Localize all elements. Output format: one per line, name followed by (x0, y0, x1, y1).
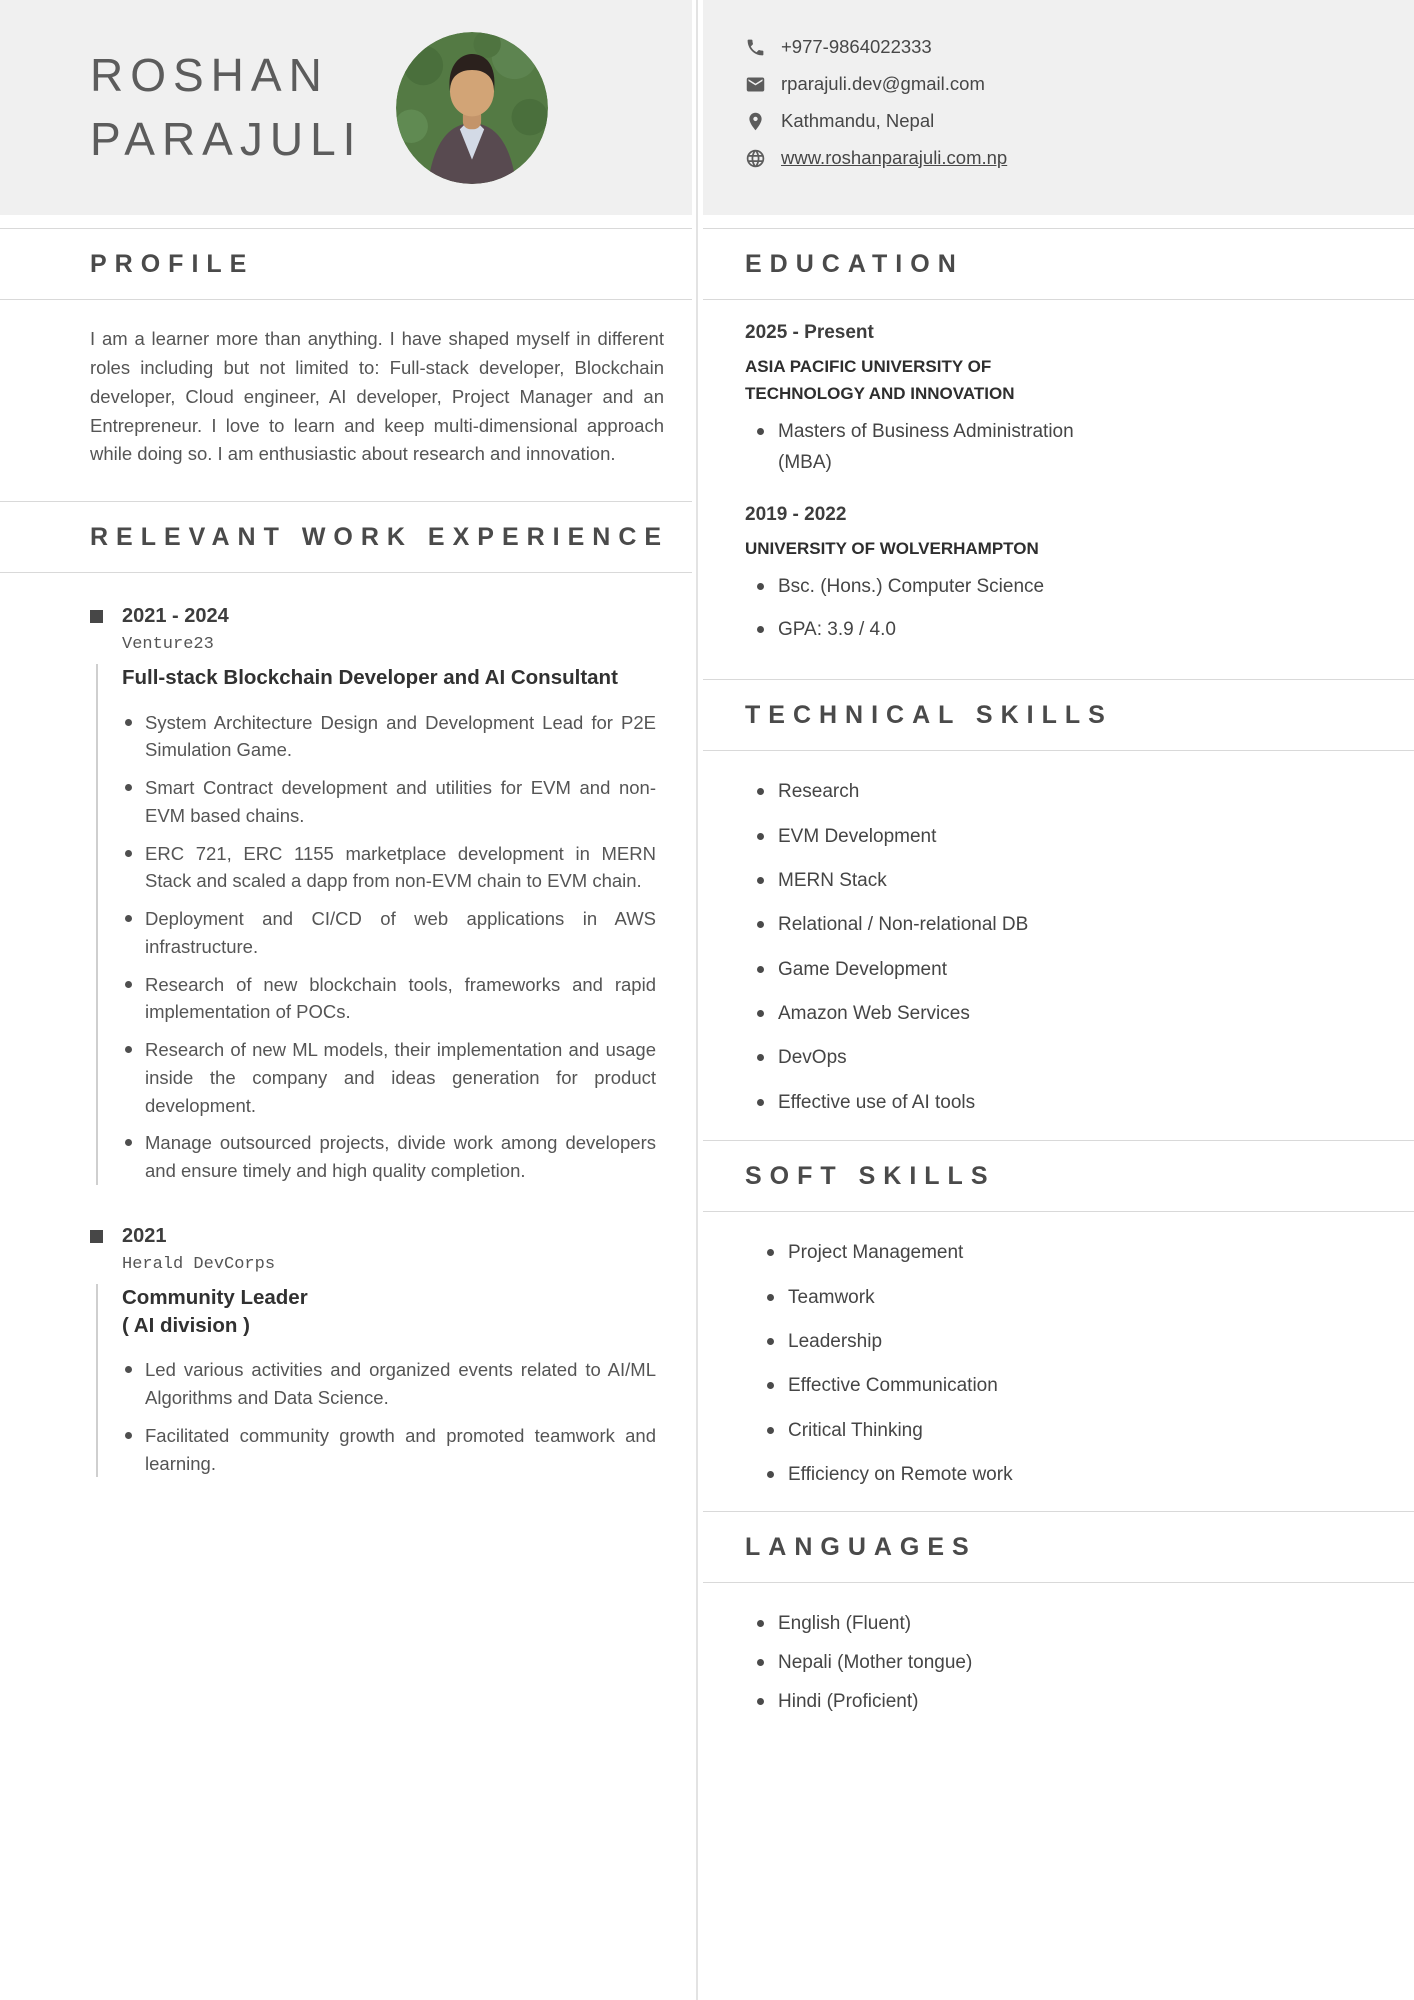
experience-section-head (0, 501, 692, 573)
education-period: 2025 - Present (745, 322, 874, 343)
location-icon (745, 111, 766, 132)
education-degree-list (757, 572, 1077, 645)
soft-skill-item: Effective Communication (767, 1371, 1167, 1401)
education-school: UNIVERSITY OF WOLVERHAMPTON (745, 539, 1039, 559)
job-entry-1 (90, 605, 656, 1185)
job-period: 2021 (122, 1224, 167, 1247)
job-bullet: ERC 721, ERC 1155 marketplace development in MERN Stack and scaled a dapp from non-EVM chain to EVM chain. (122, 840, 656, 896)
education-section-head (703, 228, 1414, 300)
contact-email-text: rparajuli.dev@gmail.com (781, 73, 985, 94)
phone-icon (745, 37, 766, 58)
soft-skills-heading: SOFT SKILLS (745, 1162, 996, 1191)
contact-location (745, 110, 1414, 132)
job-bullet: System Architecture Design and Development Lead for P2E Simulation Game. (122, 709, 656, 765)
avatar (396, 32, 548, 184)
language-item: Nepali (Mother tongue) (757, 1648, 1157, 1678)
experience-heading: RELEVANT WORK EXPERIENCE (90, 523, 670, 552)
soft-skill-item: Efficiency on Remote work (767, 1460, 1167, 1490)
job-bullet: Manage outsourced projects, divide work among developers and ensure timely and high quality completion. (122, 1129, 656, 1185)
language-item: English (Fluent) (757, 1609, 1157, 1639)
education-degree: GPA: 3.9 / 4.0 (757, 615, 1077, 645)
education-entry-2 (745, 504, 1344, 645)
technical-skill-item: Relational / Non-relational DB (757, 910, 1157, 940)
job-bullet-list (122, 1356, 656, 1477)
technical-skill-item: Game Development (757, 955, 1157, 985)
contact-phone-text: +977-9864022333 (781, 36, 932, 57)
job-bullet: Smart Contract development and utilities for EVM and non-EVM based chains. (122, 774, 656, 830)
job-bullet: Facilitated community growth and promoted teamwork and learning. (122, 1422, 656, 1478)
contact-phone (745, 36, 1414, 58)
job-bullet: Research of new blockchain tools, frameworks and rapid implementation of POCs. (122, 971, 656, 1027)
website-link[interactable]: www.roshanparajuli.com.np (781, 147, 1008, 168)
education-degree-list (757, 417, 1077, 478)
soft-skills-content (703, 1238, 1414, 1490)
education-heading: EDUCATION (745, 250, 964, 278)
education-entry-1 (745, 322, 1344, 478)
left-column (0, 0, 692, 1727)
contact-website (745, 147, 1414, 169)
technical-skill-item: Research (757, 777, 1157, 807)
job-company: Venture23 (122, 635, 214, 655)
technical-skills-list (757, 777, 1157, 1118)
job-bullet-list (122, 709, 656, 1185)
education-period: 2019 - 2022 (745, 504, 847, 526)
profile-section-head (0, 228, 692, 300)
first-name: ROSHAN (90, 49, 329, 102)
job-company: Herald DevCorps (122, 1254, 276, 1274)
soft-skills-section-head (703, 1140, 1414, 1212)
soft-skill-item: Teamwork (767, 1283, 1167, 1313)
job-title: Full-stack Blockchain Developer and AI Consultant (122, 666, 618, 690)
job-title-line-2: ( AI division ) (122, 1314, 250, 1338)
education-degree: Bsc. (Hons.) Computer Science (757, 572, 1077, 602)
square-bullet-icon (90, 610, 103, 623)
header-left (0, 0, 692, 215)
right-column (703, 0, 1414, 1727)
last-name: PARAJULI (90, 112, 363, 165)
square-bullet-icon (90, 1230, 103, 1243)
education-degree: Masters of Business Administration (MBA) (757, 417, 1077, 478)
technical-skills-heading: TECHNICAL SKILLS (745, 701, 1113, 730)
job-period: 2021 - 2024 (122, 605, 229, 628)
technical-skill-item: EVM Development (757, 822, 1157, 852)
header-right (703, 0, 1414, 215)
technical-skill-item: DevOps (757, 1043, 1157, 1073)
job-entry-2 (90, 1225, 656, 1478)
job-body (96, 1284, 656, 1478)
soft-skill-item: Project Management (767, 1238, 1167, 1268)
languages-list (757, 1609, 1157, 1718)
email-icon (745, 74, 766, 95)
name-block (90, 44, 362, 171)
technical-skills-section-head (703, 679, 1414, 751)
profile-text: I am a learner more than anything. I have shaped myself in different roles including but not limited to: Full-stack developer, Blockchain developer, Cloud engineer, AI developer, Project Manager and an Entrepreneur. I love to learn and keep multi-dimensional approach while doing so. I am enthusiastic about research and innovation. (90, 328, 664, 465)
languages-heading: LANGUAGES (745, 1532, 977, 1561)
soft-skill-item: Critical Thinking (767, 1416, 1167, 1446)
technical-skill-item: Effective use of AI tools (757, 1088, 1157, 1118)
job-bullet: Research of new ML models, their implementation and usage inside the company and ideas generation for product development. (122, 1036, 656, 1119)
job-bullet: Deployment and CI/CD of web applications in AWS infrastructure. (122, 905, 656, 961)
contact-email (745, 73, 1414, 95)
technical-skill-item: MERN Stack (757, 866, 1157, 896)
job-period-row (90, 605, 656, 628)
job-period-row (90, 1225, 656, 1248)
technical-skills-content (703, 777, 1414, 1118)
job-title-line-1: Community Leader (122, 1285, 308, 1309)
job-body (96, 664, 656, 1185)
job-title (122, 1284, 656, 1341)
languages-section-head (703, 1511, 1414, 1583)
avatar-photo (396, 32, 548, 184)
languages-content (703, 1609, 1414, 1718)
education-school: ASIA PACIFIC UNIVERSITY OF TECHNOLOGY AND INNOVATION (745, 357, 1015, 404)
globe-icon (745, 148, 766, 169)
language-item: Hindi (Proficient) (757, 1687, 1157, 1717)
profile-heading: PROFILE (90, 250, 255, 278)
education-content (703, 322, 1414, 645)
contact-location-text: Kathmandu, Nepal (781, 110, 935, 131)
technical-skill-item: Amazon Web Services (757, 999, 1157, 1029)
job-bullet: Led various activities and organized events related to AI/ML Algorithms and Data Science. (122, 1356, 656, 1412)
soft-skill-item: Leadership (767, 1327, 1167, 1357)
soft-skills-list (767, 1238, 1167, 1490)
